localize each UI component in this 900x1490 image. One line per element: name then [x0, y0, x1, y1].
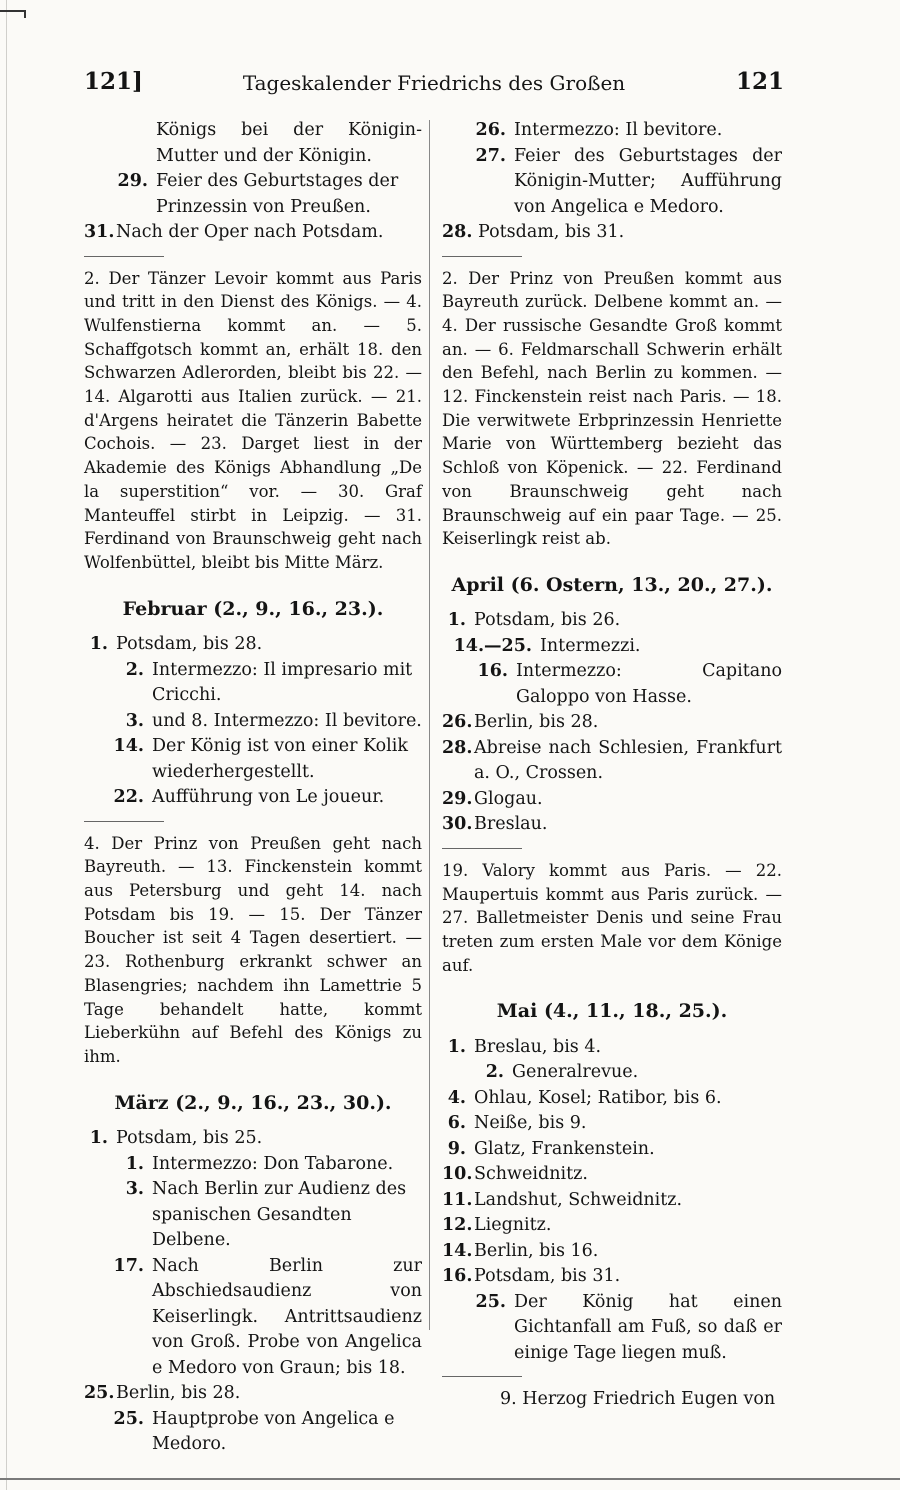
entry-text: und 8. Intermezzo: Il bevitore.	[152, 710, 422, 731]
may-entry	[442, 1137, 782, 1163]
entry-text: Neiße, bis 9.	[474, 1113, 587, 1134]
entry-number: 1.	[125, 1153, 144, 1174]
entry-number: 9.	[447, 1138, 466, 1159]
apr-entry	[442, 787, 782, 813]
may-entry	[442, 1290, 782, 1367]
entry-text: Intermezzo: Don Tabarone.	[152, 1153, 394, 1174]
entry-number: 14.	[113, 736, 144, 757]
entry-number: 14.	[442, 1240, 473, 1261]
entry-number: 10.	[442, 1164, 473, 1185]
note-february	[84, 832, 422, 1069]
note-text: 9. Herzog Friedrich Eugen von	[500, 1389, 776, 1410]
entry-29	[84, 169, 422, 220]
entry-number: 28.	[442, 737, 473, 758]
entry-text: Nach der Oper nach Potsdam.	[116, 222, 384, 242]
apr-entry	[442, 812, 782, 838]
continued-entry: Königs bei der Königin-Mutter und der Königin.	[156, 120, 422, 166]
entry-text: Nach Berlin zur Audienz des spanischen Gesandten Delbene.	[152, 1179, 407, 1251]
entry-number: 12.	[442, 1215, 473, 1236]
may-entry	[442, 1264, 782, 1290]
entry-number: 29.	[117, 171, 148, 191]
entry-number: 14.—25.	[453, 635, 532, 656]
note-january	[84, 267, 422, 575]
entry-number: 25.	[113, 1408, 144, 1429]
entry-text: Berlin, bis 16.	[474, 1240, 599, 1261]
section-rule	[442, 848, 522, 849]
column-divider	[429, 120, 430, 1330]
may-entry	[442, 1239, 782, 1265]
scan-corner-mark	[0, 10, 26, 12]
page-number-right: 121	[735, 68, 784, 95]
entry-number: 26.	[475, 120, 506, 140]
left-column	[84, 118, 422, 1458]
entry-number: 26.	[442, 712, 473, 733]
mar-entry	[442, 220, 782, 246]
note-march	[442, 267, 782, 551]
apr-entry	[442, 710, 782, 736]
entry-text: Berlin, bis 28.	[474, 712, 599, 733]
scan-corner-mark-tick	[24, 10, 26, 18]
entry-text: Aufführung von Le joueur.	[152, 787, 385, 808]
month-heading-april: April (6. Ostern, 13., 20., 27.).	[451, 573, 773, 596]
entry-text: Breslau, bis 4.	[474, 1036, 602, 1057]
apr-entry	[442, 736, 782, 787]
may-entry	[442, 1086, 782, 1112]
entry-text: Intermezzo: Il impresario mit Cricchi.	[152, 659, 413, 706]
entry-number: 29.	[442, 788, 473, 809]
entry-number: 17.	[113, 1255, 144, 1276]
entry-text: Intermezzo: Capitano Galoppo von Hasse.	[516, 661, 782, 707]
page-edge	[6, 0, 7, 1490]
entry-text: Glogau.	[474, 788, 543, 809]
entry-number: 2.	[125, 659, 144, 680]
entry-text: Hauptprobe von Angelica e Medoro.	[152, 1408, 395, 1455]
may-entry	[442, 1188, 782, 1214]
mar-entry	[84, 1126, 422, 1152]
entry-number: 30.	[442, 814, 473, 835]
scan-bottom-edge	[0, 1478, 900, 1480]
month-heading-march: März (2., 9., 16., 23., 30.).	[114, 1091, 392, 1114]
may-entry	[442, 1111, 782, 1137]
note-text: 4. Der Prinz von Preußen geht nach Bayreuth. — 13. Finckenstein kommt aus Petersburg und geht 14. nach Potsdam bis 19. — 15. Der Tänzer Boucher ist seit 4 Tagen desertiert. — 23. Rothenburg erkrankt schwer an Blasengries; nachdem ihn Lamettrie 5 Tage behandelt hatte, kommt Lieberkühn auf Befehl des Königs zu ihm.	[84, 833, 422, 1066]
entry-text: Ohlau, Kosel; Ratibor, bis 6.	[474, 1087, 722, 1108]
mar-entry	[84, 1152, 422, 1178]
mar-entry	[442, 118, 782, 144]
entry-number: 25.	[84, 1383, 115, 1404]
mar-entry	[84, 1177, 422, 1254]
entry-text: Glatz, Frankenstein.	[474, 1138, 655, 1159]
entry-number: 27.	[475, 145, 506, 166]
note-april	[442, 859, 782, 978]
entry-text: Potsdam, bis 28.	[116, 634, 263, 655]
entry-text: Potsdam, bis 31.	[474, 1266, 621, 1287]
month-heading-may: Mai (4., 11., 18., 25.).	[496, 1000, 728, 1023]
may-entry	[442, 1060, 782, 1086]
entry-text: Feier des Geburtstages der Königin-Mutter; Aufführung von Angelica e Medoro.	[514, 145, 782, 217]
entry-text: Potsdam, bis 25.	[116, 1128, 263, 1149]
apr-entry	[442, 659, 782, 710]
entry-text: Potsdam, bis 31.	[478, 222, 625, 242]
entry-text: Landshut, Schweidnitz.	[474, 1189, 683, 1210]
entry-text: Intermezzo: Il bevitore.	[514, 120, 723, 140]
entry-text: Berlin, bis 28.	[116, 1383, 241, 1404]
entry-text: Intermezzi.	[540, 635, 641, 656]
entry-text: Abreise nach Schlesien, Frankfurt a. O., Crossen.	[474, 737, 782, 784]
mar-entry	[84, 1381, 422, 1407]
entry-text: Der König ist von einer Kolik wiederhergestellt.	[152, 736, 408, 782]
note-text: 2. Der Prinz von Preußen kommt aus Bayreuth zurück. Delbene kommt an. — 4. Der russische Gesandte Groß kommt an. — 6. Feldmarschall Schwerin erhält den Befehl, nach Berlin zu kommen. — 12. Finckenstein reist nach Paris. — 18. Die verwitwete Erbprinzessin Henriette Marie von Württemberg bezieht das Schloß von Köpenick. — 22. Ferdinand von Braunschweig geht nach Braunschweig auf ein paar Tage. — 25. Keiserlingk reist ab.	[442, 268, 782, 549]
note-text: 2. Der Tänzer Levoir kommt aus Paris und tritt in den Dienst des Königs. — 4. Wulfenstierna kommt an. — 5. Schaffgotsch kommt an, erhält 18. den Schwarzen Adlerorden, bleibt bis 22. — 14. Algarotti aus Italien zurück. — 21. d'Argens heiratet die Tänzerin Babette Cochois. — 23. Darget liest in der Akademie des Königs Abhandlung „De la superstition“ vor. — 30. Graf Manteuffel stirbt in Leipzig. — 31. Ferdinand von Braunschweig geht nach Wolfenbüttel, bleibt bis Mitte März.	[84, 268, 422, 572]
entry-number: 3.	[125, 1179, 144, 1200]
running-header	[84, 68, 784, 102]
entry-text: Schweidnitz.	[474, 1164, 588, 1185]
right-column	[442, 118, 782, 1413]
feb-entry	[84, 632, 422, 658]
note-may	[442, 1387, 782, 1413]
entry-text: Generalrevue.	[512, 1062, 639, 1083]
feb-entry	[84, 785, 422, 811]
entry-text: Liegnitz.	[474, 1215, 552, 1236]
entry-number: 1.	[89, 1128, 108, 1149]
may-entry	[442, 1213, 782, 1239]
entry-number: 16.	[477, 661, 508, 682]
section-rule	[442, 256, 522, 257]
apr-entry	[442, 608, 782, 634]
may-entry	[442, 1162, 782, 1188]
entry-number: 1.	[89, 634, 108, 655]
section-rule	[84, 256, 164, 257]
entry-number: 1.	[447, 1036, 466, 1057]
entry-number: 3.	[125, 710, 144, 731]
entry-number: 4.	[447, 1087, 466, 1108]
entry-number: 31.	[84, 222, 115, 242]
entry-text: Der König hat einen Gichtanfall am Fuß, so daß er einige Tage liegen muß.	[514, 1291, 782, 1363]
mar-entry	[442, 144, 782, 221]
entry-number: 22.	[113, 787, 144, 808]
mar-entry	[84, 1254, 422, 1382]
entry-number: 16.	[442, 1266, 473, 1287]
entry-number: 11.	[442, 1189, 473, 1210]
entry-31	[84, 220, 422, 246]
month-heading-february: Februar (2., 9., 16., 23.).	[122, 597, 384, 620]
entry-text: Breslau.	[474, 814, 548, 835]
feb-entry	[84, 734, 422, 785]
entry-text: Nach Berlin zur Abschiedsaudienz von Keiserlingk. Antrittsaudienz von Groß. Probe von Angelica e Medoro von Graun; bis 18.	[152, 1255, 422, 1378]
entry-text: Potsdam, bis 26.	[474, 610, 621, 631]
page-number-left: 121]	[84, 68, 143, 95]
entry-number: 2.	[485, 1062, 504, 1083]
entry-number: 25.	[475, 1291, 506, 1312]
entry-number: 6.	[447, 1113, 466, 1134]
may-entry	[442, 1035, 782, 1061]
section-rule	[84, 821, 164, 822]
feb-entry	[84, 709, 422, 735]
note-text: 19. Valory kommt aus Paris. — 22. Maupertuis kommt aus Paris zurück. — 27. Balletmeister Denis und seine Frau treten zum ersten Male vor dem Könige auf.	[442, 860, 782, 975]
entry-text: Feier des Geburtstages der Prinzessin von Preußen.	[156, 171, 399, 217]
running-title: Tageskalender Friedrichs des Großen	[242, 71, 626, 95]
entry-number: 28.	[442, 222, 473, 242]
mar-entry	[84, 1407, 422, 1458]
apr-entry	[442, 634, 782, 660]
feb-entry	[84, 658, 422, 709]
section-rule	[442, 1376, 522, 1377]
entry-number: 1.	[447, 610, 466, 631]
